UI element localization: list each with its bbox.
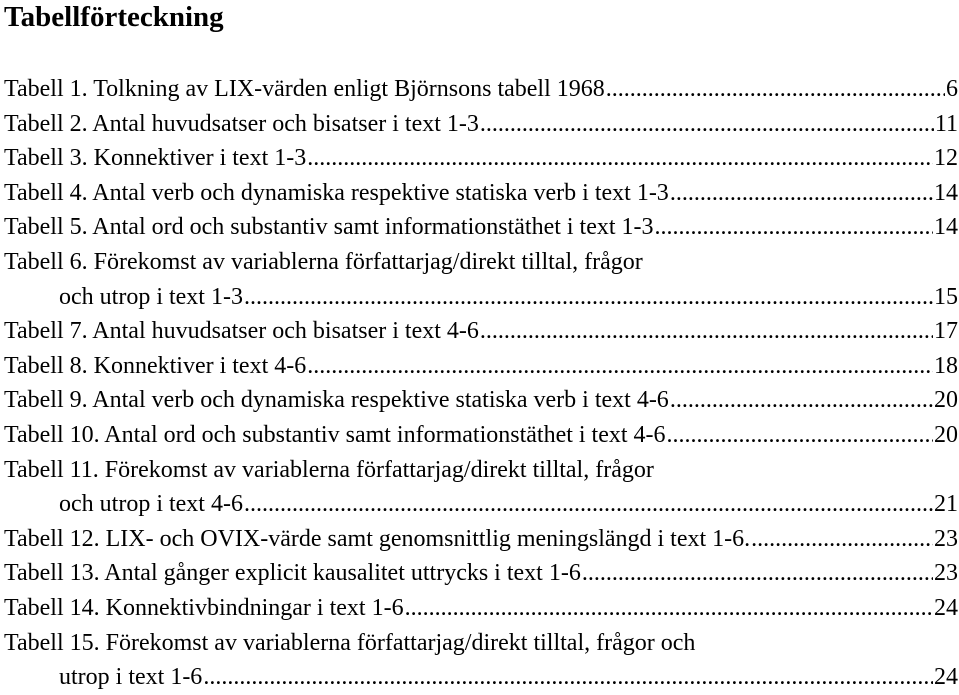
dot-leader: [307, 349, 933, 384]
toc-entry-text: Tabell 13. Antal gånger explicit kausalitet uttrycks i text 1-6: [4, 560, 581, 587]
toc-entry-text: Tabell 15. Förekomst av variablerna författarjag/direkt tilltal, frågor och: [4, 629, 696, 656]
toc-entry-text: Tabell 10. Antal ord och substantiv samt informationstäthet i text 4-6: [4, 421, 666, 448]
toc-entry-last-line: [4, 522, 958, 557]
toc-entry[interactable]: [4, 349, 958, 384]
toc-entry[interactable]: [4, 210, 958, 245]
toc-entry[interactable]: [4, 522, 958, 557]
toc-entry-text: Tabell 12. LIX- och OVIX-värde samt genomsnittlig meningslängd i text 1-6.: [4, 525, 751, 552]
dot-leader: [244, 487, 933, 522]
toc-entry-line: [4, 453, 958, 488]
toc-entry-text: Tabell 2. Antal huvudsatser och bisatser i text 1-3: [4, 110, 479, 137]
dot-leader: [667, 418, 933, 453]
toc-entry-text: och utrop i text 4-6: [59, 491, 243, 518]
toc-entry-text: utrop i text 1-6: [59, 664, 203, 691]
dot-leader: [203, 660, 933, 695]
toc-entry[interactable]: [4, 626, 958, 695]
page-number: 23: [934, 560, 958, 587]
page-number: 12: [934, 145, 958, 172]
page-number: 21: [934, 491, 958, 518]
dot-leader: [655, 210, 933, 245]
dot-leader: [480, 314, 933, 349]
toc-entry[interactable]: [4, 245, 958, 314]
toc-entry[interactable]: [4, 453, 958, 522]
dot-leader: [670, 383, 933, 418]
toc-entry-last-line: [4, 591, 958, 626]
page-number: 20: [934, 387, 958, 414]
dot-leader: [606, 72, 945, 107]
toc-entry-last-line: [4, 176, 958, 211]
toc-entry-text: Tabell 8. Konnektiver i text 4-6: [4, 352, 307, 379]
toc-entry[interactable]: [4, 314, 958, 349]
document-page: [4, 0, 958, 691]
page-number: 11: [934, 110, 958, 137]
toc-entry-text: Tabell 4. Antal verb och dynamiska respektive statiska verb i text 1-3: [4, 179, 669, 206]
page-number: 14: [934, 214, 958, 241]
toc-entry-text: Tabell 6. Förekomst av variablerna författarjag/direkt tilltal, frågor: [4, 248, 643, 275]
page-number: 23: [934, 525, 958, 552]
toc-entry[interactable]: [4, 591, 958, 626]
dot-leader: [670, 176, 933, 211]
toc-entry-last-line: [4, 556, 958, 591]
toc-entry[interactable]: [4, 72, 958, 107]
toc-entry-text: Tabell 7. Antal huvudsatser och bisatser i text 4-6: [4, 318, 479, 345]
dot-leader: [582, 556, 933, 591]
dot-leader: [307, 141, 933, 176]
page-number: 17: [934, 318, 958, 345]
toc-entry-last-line: [4, 660, 958, 695]
page-number: 18: [934, 352, 958, 379]
toc-entry-line: [4, 626, 958, 661]
toc-entry-last-line: [4, 280, 958, 315]
toc-entry[interactable]: [4, 176, 958, 211]
toc-entry[interactable]: [4, 383, 958, 418]
page-number: 24: [934, 664, 958, 691]
toc-entry[interactable]: [4, 418, 958, 453]
dot-leader: [480, 107, 934, 142]
dot-leader: [405, 591, 933, 626]
toc-entry[interactable]: [4, 556, 958, 591]
table-of-tables: [4, 72, 958, 695]
toc-entry-text: och utrop i text 1-3: [59, 283, 243, 310]
dot-leader: [244, 280, 933, 315]
toc-entry-last-line: [4, 72, 958, 107]
toc-entry[interactable]: [4, 141, 958, 176]
toc-entry-line: [4, 245, 958, 280]
toc-entry-text: Tabell 9. Antal verb och dynamiska respektive statiska verb i text 4-6: [4, 387, 669, 414]
toc-entry-last-line: [4, 141, 958, 176]
page-number: 15: [934, 283, 958, 310]
toc-entry-last-line: [4, 418, 958, 453]
toc-entry[interactable]: [4, 107, 958, 142]
toc-entry-last-line: [4, 314, 958, 349]
dot-leader: [751, 522, 933, 557]
page-number: 6: [946, 76, 958, 102]
page-number: 14: [934, 179, 958, 206]
toc-entry-last-line: [4, 210, 958, 245]
toc-entry-last-line: [4, 107, 958, 142]
page-title: Tabellförteckning: [4, 1, 224, 33]
toc-entry-text: Tabell 14. Konnektivbindningar i text 1-6: [4, 594, 404, 621]
toc-entry-text: Tabell 11. Förekomst av variablerna författarjag/direkt tilltal, frågor: [4, 456, 654, 483]
toc-entry-text: Tabell 5. Antal ord och substantiv samt informationstäthet i text 1-3: [4, 214, 654, 241]
toc-entry-last-line: [4, 383, 958, 418]
page-number: 24: [934, 594, 958, 621]
toc-entry-last-line: [4, 487, 958, 522]
toc-entry-text: Tabell 1. Tolkning av LIX-värden enligt Björnsons tabell 1968: [4, 76, 605, 102]
toc-entry-last-line: [4, 349, 958, 384]
page-number: 20: [934, 421, 958, 448]
toc-entry-text: Tabell 3. Konnektiver i text 1-3: [4, 145, 307, 172]
